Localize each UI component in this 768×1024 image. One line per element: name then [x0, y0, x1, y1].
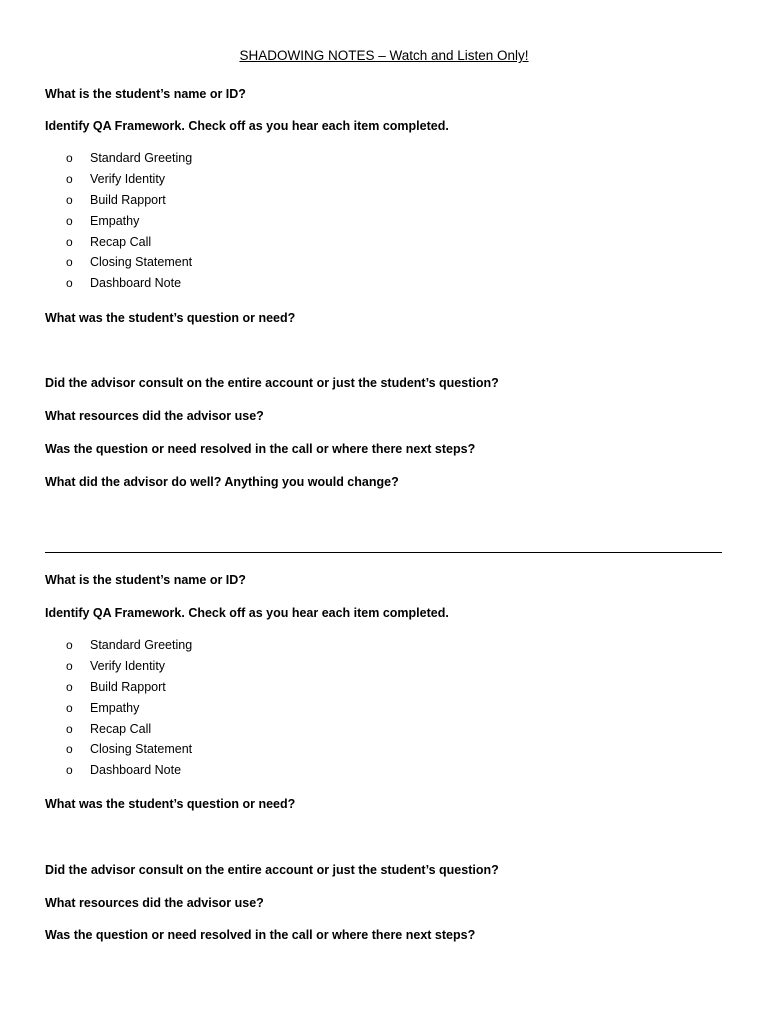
checklist-item [66, 148, 192, 169]
bullet-icon: o [66, 659, 73, 674]
question-resources: What resources did the advisor use? [45, 896, 264, 910]
section-divider [45, 552, 722, 553]
page-title: SHADOWING NOTES – Watch and Listen Only! [239, 48, 529, 63]
qa-checklist [66, 635, 192, 781]
checklist-item [66, 252, 192, 273]
checklist-item-label: Closing Statement [90, 742, 193, 757]
bullet-icon: o [66, 234, 73, 249]
bullet-icon: o [66, 172, 73, 187]
question-advisor-consult: Did the advisor consult on the entire account or just the student’s question? [45, 863, 499, 877]
qa-checklist [66, 148, 192, 294]
bullet-icon: o [66, 679, 73, 694]
checklist-item-label: Recap Call [90, 234, 152, 249]
checklist-item-label: Standard Greeting [90, 638, 193, 653]
bullet-icon: o [66, 638, 73, 653]
question-student-need: What was the student’s question or need? [45, 797, 296, 811]
checklist-item [66, 190, 192, 211]
bullet-icon: o [66, 255, 73, 270]
bullet-icon: o [66, 276, 73, 291]
bullet-icon: o [66, 763, 73, 778]
checklist-item-label: Build Rapport [90, 679, 166, 694]
question-qa-framework: Identify QA Framework. Check off as you hear each item completed. [45, 119, 449, 133]
bullet-icon: o [66, 742, 73, 757]
checklist-item [66, 210, 192, 231]
question-resources: What resources did the advisor use? [45, 409, 264, 423]
checklist-item-label: Build Rapport [90, 192, 166, 207]
checklist-item [66, 760, 192, 781]
bullet-icon: o [66, 721, 73, 736]
question-student-name: What is the student’s name or ID? [45, 573, 246, 587]
checklist-item [66, 739, 192, 760]
checklist-item [66, 656, 192, 677]
bullet-icon: o [66, 151, 73, 166]
question-resolved: Was the question or need resolved in the call or where there next steps? [45, 442, 476, 456]
checklist-item [66, 718, 192, 739]
checklist-item-label: Closing Statement [90, 255, 193, 270]
bullet-icon: o [66, 192, 73, 207]
checklist-item [66, 231, 192, 252]
checklist-item [66, 677, 192, 698]
question-resolved: Was the question or need resolved in the call or where there next steps? [45, 928, 476, 942]
checklist-item-label: Empathy [90, 700, 140, 715]
checklist-item [66, 635, 192, 656]
checklist-item [66, 273, 192, 294]
checklist-item-label: Empathy [90, 213, 140, 228]
checklist-item-label: Verify Identity [90, 659, 166, 674]
checklist-item-label: Recap Call [90, 721, 152, 736]
checklist-item-label: Dashboard Note [90, 276, 182, 291]
checklist-item [66, 169, 192, 190]
checklist-item [66, 697, 192, 718]
checklist-item-label: Verify Identity [90, 172, 166, 187]
question-student-need: What was the student’s question or need? [45, 311, 296, 325]
question-advisor-feedback: What did the advisor do well? Anything you would change? [45, 475, 399, 489]
question-qa-framework: Identify QA Framework. Check off as you hear each item completed. [45, 606, 449, 620]
bullet-icon: o [66, 700, 73, 715]
question-student-name: What is the student’s name or ID? [45, 87, 246, 101]
bullet-icon: o [66, 213, 73, 228]
question-advisor-consult: Did the advisor consult on the entire account or just the student’s question? [45, 376, 499, 390]
checklist-item-label: Standard Greeting [90, 151, 193, 166]
checklist-item-label: Dashboard Note [90, 763, 182, 778]
